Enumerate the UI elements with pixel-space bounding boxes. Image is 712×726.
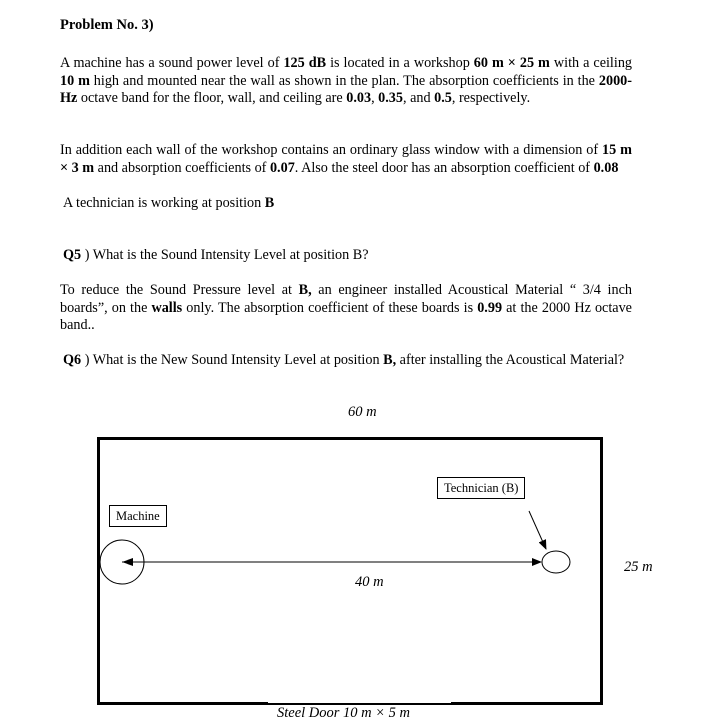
technician-pointer-arrow [529,511,546,549]
distance-arrow-left-head [122,558,133,566]
problem-paragraph-machine: A machine has a sound power level of 125 dB is located in a workshop 60 m × 25 m with a ceiling 10 m high and mounted near the wall as shown in the plan. The absorption coefficients in the 2000-Hz octave band for the floor, wall, and ceiling are 0.03, 0.35, and 0.5, respectively. [60,55,633,106]
distance-label: 40 m [355,574,384,590]
technician-position-text: A technician is working at position B [63,195,275,211]
problem-paragraph-acoustic: To reduce the Sound Pressure level at B, an engineer installed Acoustical Material “ 3/4 inch boards”, on the walls only. The absorption coefficient of these boards is 0.99 at the 2000 Hz octave band.. [60,282,632,333]
steel-door-label: Steel Door 10 m × 5 m [277,705,411,721]
problem-title: Problem No. 3) [60,17,154,33]
problem-paragraph-windows: In addition each wall of the workshop contains an ordinary glass window with a dimension of 15 m × 3 m and absorption coefficients of 0.07. Also the steel door has an absorption coefficient of 0.08 [60,142,632,176]
plan-height-label: 25 m [624,559,653,575]
technician-label: Technician (B) [437,477,525,499]
question-q5: Q5 ) What is the Sound Intensity Level at position B? [63,247,369,263]
machine-label: Machine [109,505,167,527]
technician-position-marker [542,551,570,573]
plan-width-label: 60 m [348,404,377,420]
question-q6: Q6 ) What is the New Sound Intensity Level at position B, after installing the Acoustical Material? [63,352,625,368]
